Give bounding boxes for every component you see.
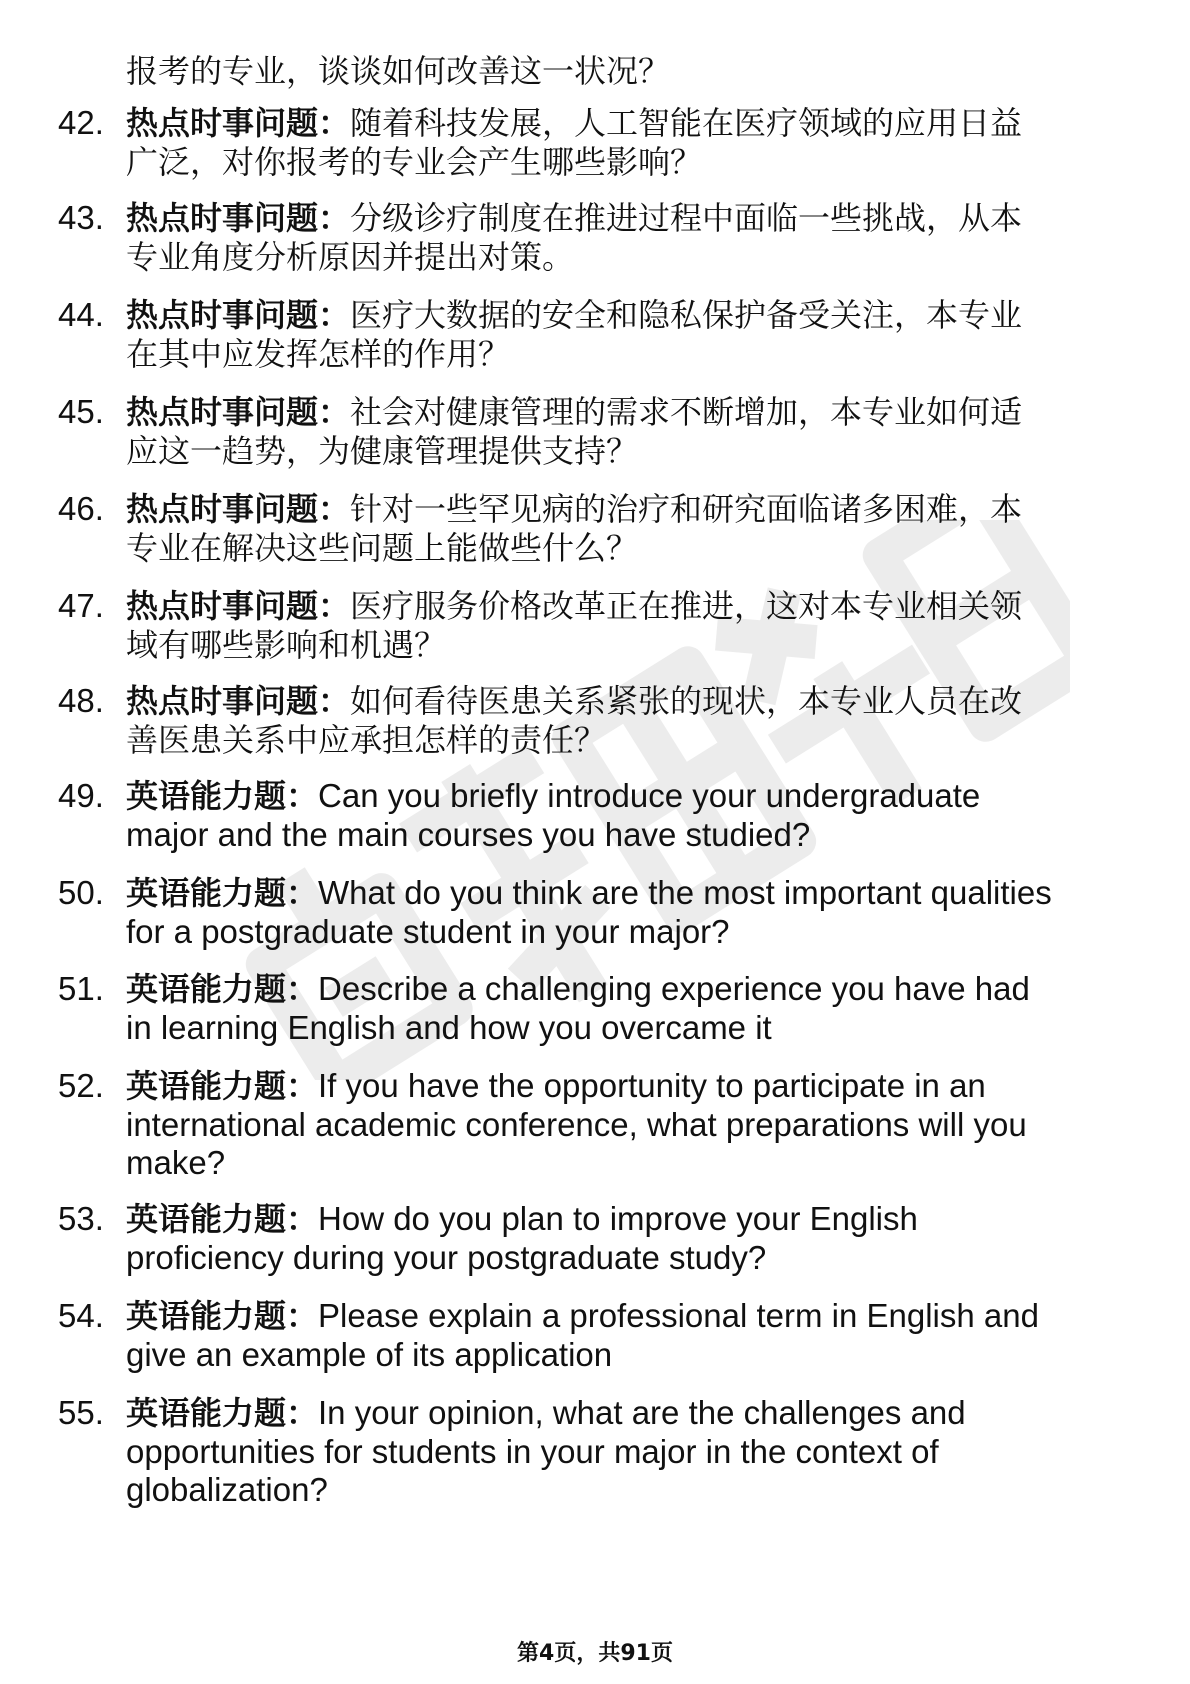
question-text: 随着科技发展，人工智能在医疗领域的应用日益 bbox=[350, 104, 1023, 142]
question-text: Can you briefly introduce your undergraduate bbox=[318, 777, 981, 814]
question-text: 应这一趋势，为健康管理提供支持？ bbox=[126, 431, 639, 470]
question-line bbox=[126, 102, 1022, 144]
question-text: 域有哪些影响和机遇？ bbox=[126, 625, 447, 664]
question-text: globalization? bbox=[126, 1471, 328, 1508]
question-category: 英语能力题： bbox=[126, 1394, 319, 1432]
question-line bbox=[126, 1295, 1039, 1337]
question-line bbox=[126, 1198, 918, 1240]
question-line bbox=[126, 680, 1022, 722]
question-line bbox=[126, 488, 1022, 530]
question-line bbox=[126, 333, 510, 375]
question-line bbox=[126, 1065, 986, 1107]
question-text: 针对一些罕见病的治疗和研究面临诸多困难，本 bbox=[350, 490, 1023, 528]
question-number: 44. bbox=[58, 296, 104, 333]
question-text: 医疗大数据的安全和隐私保护备受关注，本专业 bbox=[350, 296, 1023, 334]
question-line bbox=[126, 1392, 966, 1434]
question-line bbox=[126, 294, 1022, 336]
question-text: give an example of its application bbox=[126, 1335, 613, 1373]
question-category: 热点时事问题： bbox=[126, 104, 351, 142]
question-category: 热点时事问题： bbox=[126, 296, 351, 334]
question-text: opportunities for students in your major in the context of bbox=[126, 1432, 939, 1470]
question-text: major and the main courses you have studied? bbox=[126, 815, 811, 853]
question-number: 49. bbox=[58, 777, 104, 814]
question-number: 51. bbox=[58, 970, 104, 1007]
question-text: What do you think are the most important qualities bbox=[318, 874, 1052, 911]
question-text: 专业角度分析原因并提出对策。 bbox=[126, 237, 575, 276]
question-number: 53. bbox=[58, 1200, 104, 1237]
question-number: 54. bbox=[58, 1297, 104, 1334]
question-category: 热点时事问题： bbox=[126, 490, 351, 528]
question-text: 社会对健康管理的需求不断增加，本专业如何适 bbox=[350, 393, 1023, 431]
question-text: 分级诊疗制度在推进过程中面临一些挑战，从本 bbox=[350, 199, 1023, 237]
question-number: 42. bbox=[58, 104, 104, 141]
question-line bbox=[126, 527, 638, 569]
question-line bbox=[126, 1007, 772, 1049]
question-line bbox=[126, 585, 1022, 627]
question-line bbox=[126, 1104, 1027, 1146]
question-category: 热点时事问题： bbox=[126, 393, 351, 431]
question-text: If you have the opportunity to participate in an bbox=[318, 1067, 986, 1104]
question-text: 在其中应发挥怎样的作用？ bbox=[126, 334, 511, 373]
question-line bbox=[126, 814, 810, 856]
question-line bbox=[126, 775, 980, 817]
question-category: 英语能力题： bbox=[126, 777, 319, 815]
question-number: 50. bbox=[58, 874, 104, 911]
question-line bbox=[126, 911, 730, 953]
question-number: 55. bbox=[58, 1394, 104, 1431]
question-number: 52. bbox=[58, 1067, 104, 1104]
continuation-line: 报考的专业，谈谈如何改善这一状况？ bbox=[126, 52, 671, 90]
question-text: In your opinion, what are the challenges and bbox=[318, 1394, 966, 1431]
question-text: for a postgraduate student in your major? bbox=[126, 912, 730, 950]
question-category: 英语能力题： bbox=[126, 1200, 319, 1238]
question-line bbox=[126, 391, 1022, 433]
question-text: in learning English and how you overcame it bbox=[126, 1008, 772, 1046]
question-line bbox=[126, 141, 702, 183]
question-text: Describe a challenging experience you have had bbox=[318, 970, 1030, 1007]
question-line bbox=[126, 624, 446, 666]
question-text: international academic conference, what preparations will you bbox=[126, 1105, 1027, 1143]
question-line bbox=[126, 1334, 612, 1376]
question-category: 热点时事问题： bbox=[126, 587, 351, 625]
question-text: 广泛，对你报考的专业会产生哪些影响？ bbox=[126, 142, 703, 181]
question-text: Please explain a professional term in English and bbox=[318, 1297, 1039, 1334]
question-number: 48. bbox=[58, 682, 104, 719]
question-text: 专业在解决这些问题上能做些什么？ bbox=[126, 528, 639, 567]
question-line bbox=[126, 197, 1022, 239]
question-line bbox=[126, 236, 574, 278]
question-line bbox=[126, 1142, 225, 1184]
question-line bbox=[126, 968, 1030, 1010]
question-category: 英语能力题： bbox=[126, 874, 319, 912]
question-category: 英语能力题： bbox=[126, 970, 319, 1008]
question-line bbox=[126, 719, 606, 761]
question-number: 43. bbox=[58, 199, 104, 236]
question-line bbox=[126, 1469, 328, 1511]
question-category: 英语能力题： bbox=[126, 1067, 319, 1105]
question-text: 如何看待医患关系紧张的现状，本专业人员在改 bbox=[350, 682, 1023, 720]
question-category: 英语能力题： bbox=[126, 1297, 319, 1335]
question-line bbox=[126, 1431, 939, 1473]
question-line bbox=[126, 1237, 766, 1279]
question-text: proficiency during your postgraduate study? bbox=[126, 1238, 767, 1276]
question-category: 热点时事问题： bbox=[126, 682, 351, 720]
question-category: 热点时事问题： bbox=[126, 199, 351, 237]
question-text: make? bbox=[126, 1144, 226, 1181]
question-text: 善医患关系中应承担怎样的责任？ bbox=[126, 720, 607, 759]
question-number: 45. bbox=[58, 393, 104, 430]
question-line bbox=[126, 430, 638, 472]
question-number: 47. bbox=[58, 587, 104, 624]
question-line bbox=[126, 872, 1052, 914]
page-footer: 第4页，共91页 bbox=[517, 1641, 673, 1666]
question-text: How do you plan to improve your English bbox=[318, 1200, 918, 1237]
question-text: 医疗服务价格改革正在推进，这对本专业相关领 bbox=[350, 587, 1023, 625]
question-number: 46. bbox=[58, 490, 104, 527]
